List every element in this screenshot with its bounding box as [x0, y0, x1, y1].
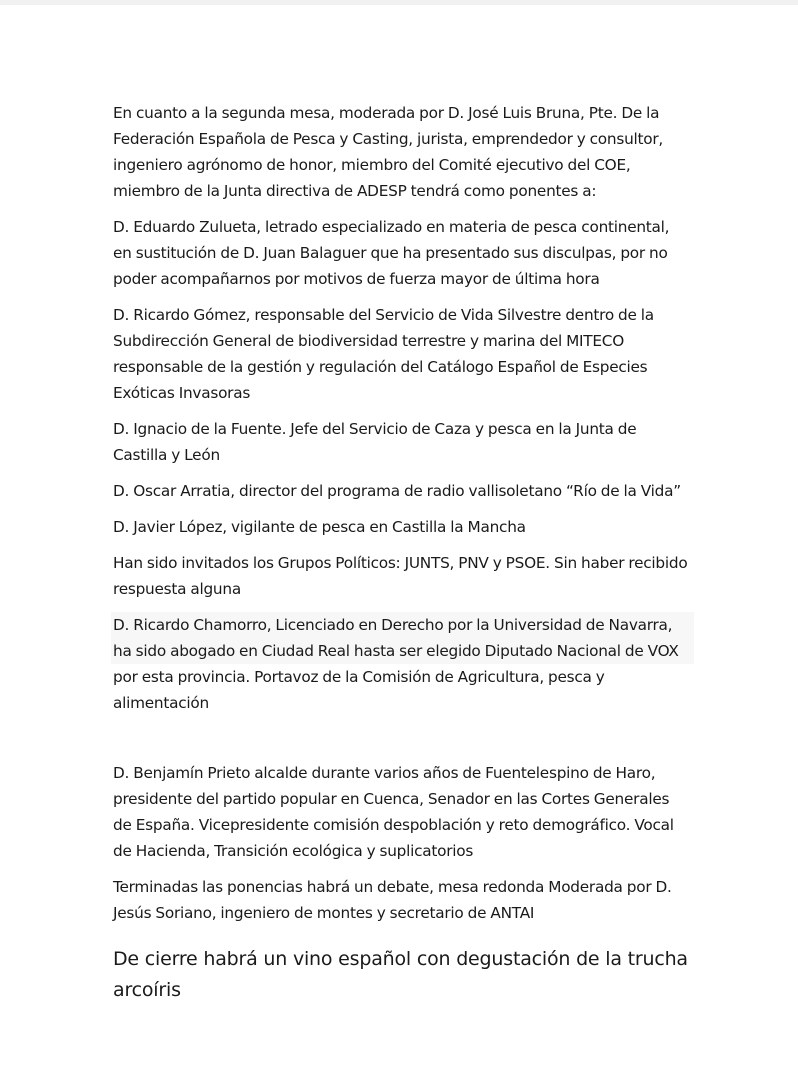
highlighted-line: ha sido abogado en Ciudad Real hasta ser elegido Diputado Nacional de VOX — [111, 638, 694, 664]
spacer — [113, 726, 688, 760]
paragraph-ricardo-gomez: D. Ricardo Gómez, responsable del Servicio de Vida Silvestre dentro de la Subdirección General de biodiversidad terrestre y marina del MITECO responsable de la gestión y regulación del Catálogo Español de Especies Exóticas Invasoras — [113, 306, 654, 402]
paragraph-second-table-intro: En cuanto a la segunda mesa, moderada por D. José Luis Bruna, Pte. De la Federación Española de Pesca y Casting, jurista, emprendedor y consultor, ingeniero agrónomo de honor, miembro del Comité ejecutivo del COE, miembro de la Junta directiva de ADESP tendrá como ponentes a: — [113, 104, 664, 200]
paragraph-closing-debate: Terminadas las ponencias habrá un debate, mesa redonda Moderada por D. Jesús Soriano, ingeniero de montes y secretario de ANTAI — [113, 878, 672, 922]
paragraph-benjamin-prieto: D. Benjamín Prieto alcalde durante varios años de Fuentelespino de Haro, presidente del partido popular en Cuenca, Senador en las Cortes Generales de España. Vicepresidente comisión despoblación y reto demográfico. Vocal de Hacienda, Transición ecológica y suplicatorios — [113, 764, 674, 860]
paragraph-ignacio-de-la-fuente: D. Ignacio de la Fuente. Jefe del Servicio de Caza y pesca en la Junta de Castilla y León — [113, 420, 637, 464]
paragraph-oscar-arratia: D. Oscar Arratia, director del programa de radio vallisoletano “Río de la Vida” — [113, 482, 681, 500]
top-bar — [0, 0, 798, 5]
paragraph-ricardo-chamorro — [113, 612, 688, 716]
document-page — [113, 100, 688, 1006]
closing-statement: De cierre habrá un vino español con degustación de la trucha arcoíris — [113, 948, 688, 1001]
paragraph-tail: por esta provincia. Portavoz de la Comisión de Agricultura, pesca y alimentación — [113, 668, 605, 712]
paragraph-political-groups: Han sido invitados los Grupos Políticos: JUNTS, PNV y PSOE. Sin haber recibido respuesta alguna — [113, 554, 688, 598]
highlighted-line: D. Ricardo Chamorro, Licenciado en Derecho por la Universidad de Navarra, — [111, 612, 694, 638]
paragraph-javier-lopez: D. Javier López, vigilante de pesca en Castilla la Mancha — [113, 518, 526, 536]
paragraph-eduardo-zulueta: D. Eduardo Zulueta, letrado especializado en materia de pesca continental, en sustitución de D. Juan Balaguer que ha presentado sus disculpas, por no poder acompañarnos por motivos de fuerza mayor de última hora — [113, 218, 670, 288]
